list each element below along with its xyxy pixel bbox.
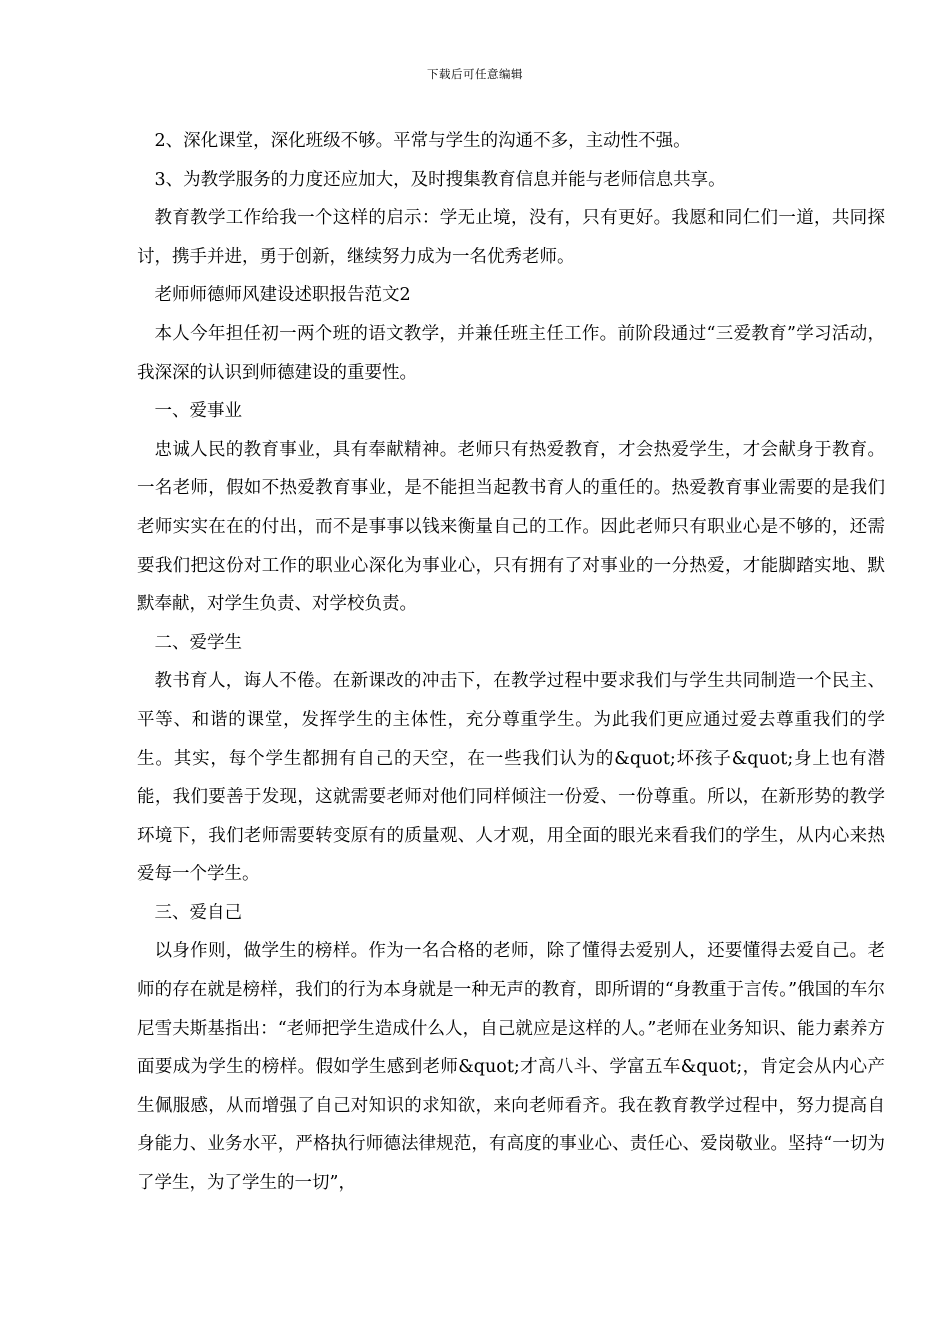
paragraph-1: 2、深化课堂，深化班级不够。平常与学生的沟通不多，主动性不强。 bbox=[154, 131, 691, 151]
paragraph-2: 3、为教学服务的力度还应加大，及时搜集教育信息并能与老师信息共享。 bbox=[154, 169, 726, 190]
section-title-2: 老师师德师风建设述职报告范文2 bbox=[154, 285, 411, 306]
heading-love-career: 一、爱事业 bbox=[154, 401, 242, 422]
heading-love-self: 三、爱自己 bbox=[154, 902, 242, 923]
paragraph-love-self: 以身作则，做学生的榜样。作为一名合格的老师，除了懂得去爱别人，还要懂得去爱自己。老师的存在就是榜样，我们的行为本身就是一种无声的教育，即所谓的“身教重于言传。”俄国的车尔尼雪夫斯基指出：“老师把学生造成什么人，自己就应是这样的人。”老师在业务知识、能力素养方面要成为学生的榜样。假如学生感到老师&quot;才高八斗、学富五车&quot;，肯定会从内心产生佩服感，从而增强了自己对知识的求知欲，来向老师看齐。我在教育教学过程中，努力提高自身能力、业务水平，严格执行师德法律规范，有高度的事业心、责任心、爱岗敬业。坚持“一切为了学生，为了学生的一切”， bbox=[137, 941, 885, 1194]
paragraph-love-students: 教书育人，诲人不倦。在新课改的冲击下，在教学过程中要求我们与学生共同制造一个民主、平等、和谐的课堂，发挥学生的主体性，充分尊重学生。为此我们更应通过爱去尊重我们的学生。其实，每个学生都拥有自己的天空，在一些我们认为的&quot;坏孩子&quot;身上也有潜能，我们要善于发现，这就需要老师对他们同样倾注一份爱、一份尊重。所以，在新形势的教学环境下，我们老师需要转变原有的质量观、人才观，用全面的眼光来看我们的学生，从内心来热爱每一个学生。 bbox=[137, 671, 885, 885]
paragraph-love-career: 忠诚人民的教育事业，具有奉献精神。老师只有热爱教育，才会热爱学生，才会献身于教育。一名老师，假如不热爱教育事业，是不能担当起教书育人的重任的。热爱教育事业需要的是我们老师实实在在的付出，而不是事事以钱来衡量自己的工作。因此老师只有职业心是不够的，还需要我们把这份对工作的职业心深化为事业心，只有拥有了对事业的一分热爱，才能脚踏实地、默默奉献，对学生负责、对学校负责。 bbox=[137, 439, 885, 615]
heading-love-students: 二、爱学生 bbox=[154, 632, 242, 653]
paragraph-3: 教育教学工作给我一个这样的启示：学无止境，没有，只有更好。我愿和同仁们一道，共同探讨，携手并进，勇于创新，继续努力成为一名优秀老师。 bbox=[137, 208, 885, 267]
document-body bbox=[137, 122, 885, 1203]
page-header: 下载后可任意编辑 bbox=[427, 67, 523, 81]
paragraph-intro: 本人今年担任初一两个班的语文教学，并兼任班主任工作。前阶段通过“三爱教育”学习活动，我深深的认识到师德建设的重要性。 bbox=[137, 323, 885, 383]
